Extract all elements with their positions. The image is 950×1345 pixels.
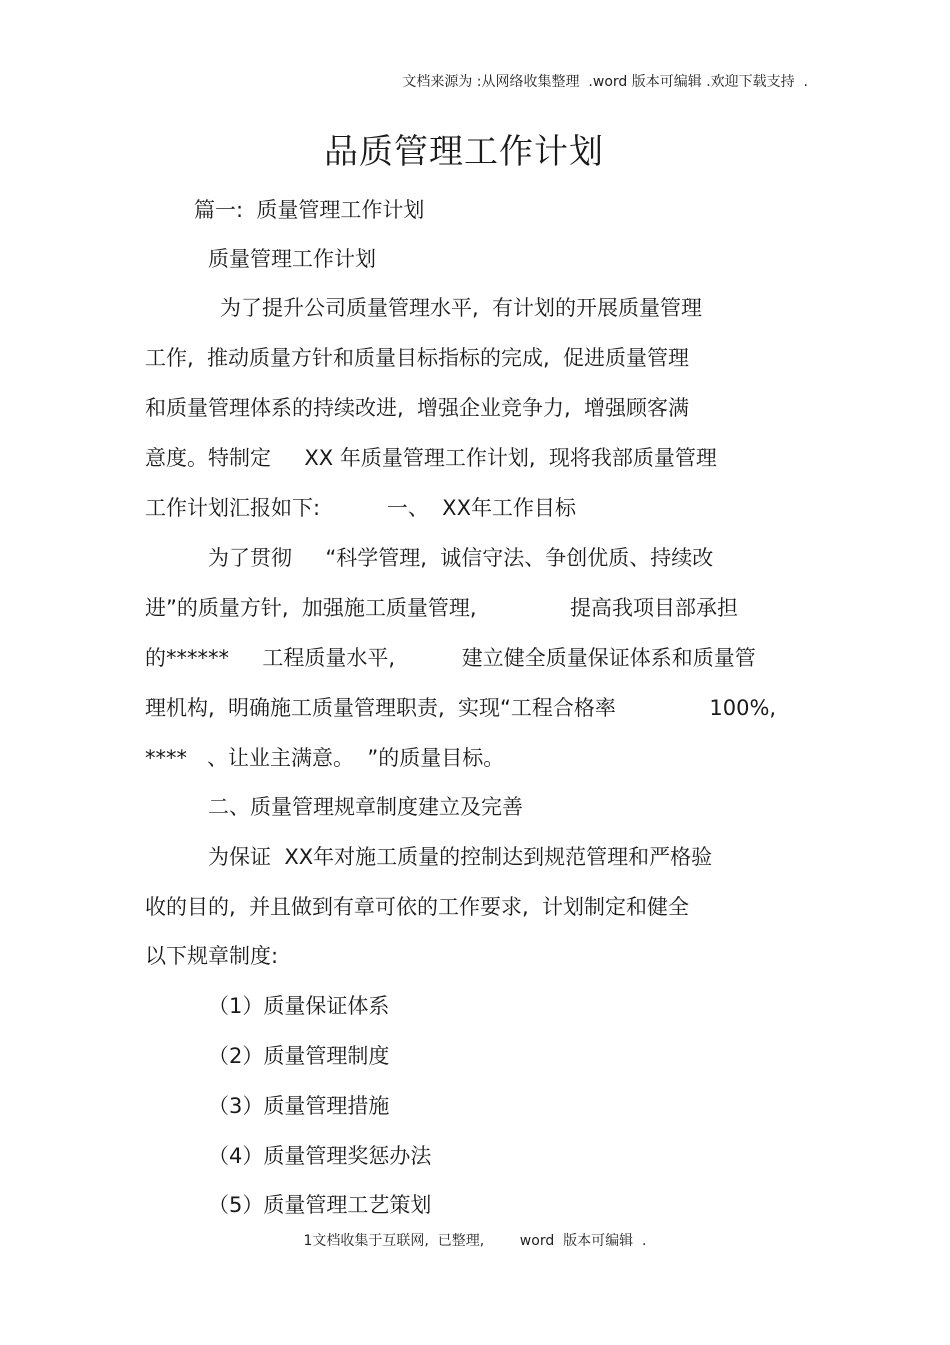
paragraph-line: 为保证 XX年对施工质量的控制达到规范管理和严格验 <box>208 845 713 869</box>
paragraph-line: 收的目的, 并且做到有章可依的工作要求, 计划制定和健全 <box>145 895 690 919</box>
paragraph-line: 工作计划汇报如下: 一、 XX年工作目标 <box>145 496 576 520</box>
list-item: （4）质量管理奖惩办法 <box>208 1144 432 1168</box>
section-heading: 二、质量管理规章制度建立及完善 <box>208 795 523 819</box>
paragraph-line: 理机构, 明确施工质量管理职责, 实现“工程合格率 100%, <box>145 696 777 720</box>
paragraph-line: 为了贯彻 “科学管理, 诚信守法、争创优质、持续改 <box>208 546 714 570</box>
list-item: （5）质量管理工艺策划 <box>208 1193 432 1217</box>
paragraph-line: 的****** 工程质量水平, 建立健全质量保证体系和质量管 <box>145 646 756 670</box>
footer-note: 1文档收集于互联网, 已整理, word 版本可编辑 . <box>303 1233 647 1249</box>
paragraph-line: 意度。特制定 XX 年质量管理工作计划, 现将我部质量管理 <box>145 446 717 470</box>
subheading: 质量管理工作计划 <box>208 247 376 271</box>
list-item: （2）质量管理制度 <box>208 1044 390 1068</box>
document-title: 品质管理工作计划 <box>324 132 604 172</box>
section-heading-part1: 篇一: 质量管理工作计划 <box>194 198 425 222</box>
list-item: （1）质量保证体系 <box>208 994 390 1018</box>
paragraph-line: 为了提升公司质量管理水平, 有计划的开展质量管理 <box>220 296 703 320</box>
paragraph-line: 以下规章制度: <box>145 944 279 968</box>
paragraph-line: 和质量管理体系的持续改进, 增强企业竞争力, 增强顾客满 <box>145 396 690 420</box>
paragraph-line: **** 、让业主满意。 ”的质量目标。 <box>145 746 505 770</box>
paragraph-line: 工作, 推动质量方针和质量目标指标的完成, 促进质量管理 <box>145 346 690 370</box>
header-source-note: 文档来源为 :从网络收集整理 .word 版本可编辑 .欢迎下载支持 . <box>402 74 808 90</box>
list-item: （3）质量管理措施 <box>208 1094 390 1118</box>
paragraph-line: 进”的质量方针, 加强施工质量管理, 提高我项目部承担 <box>145 596 739 620</box>
